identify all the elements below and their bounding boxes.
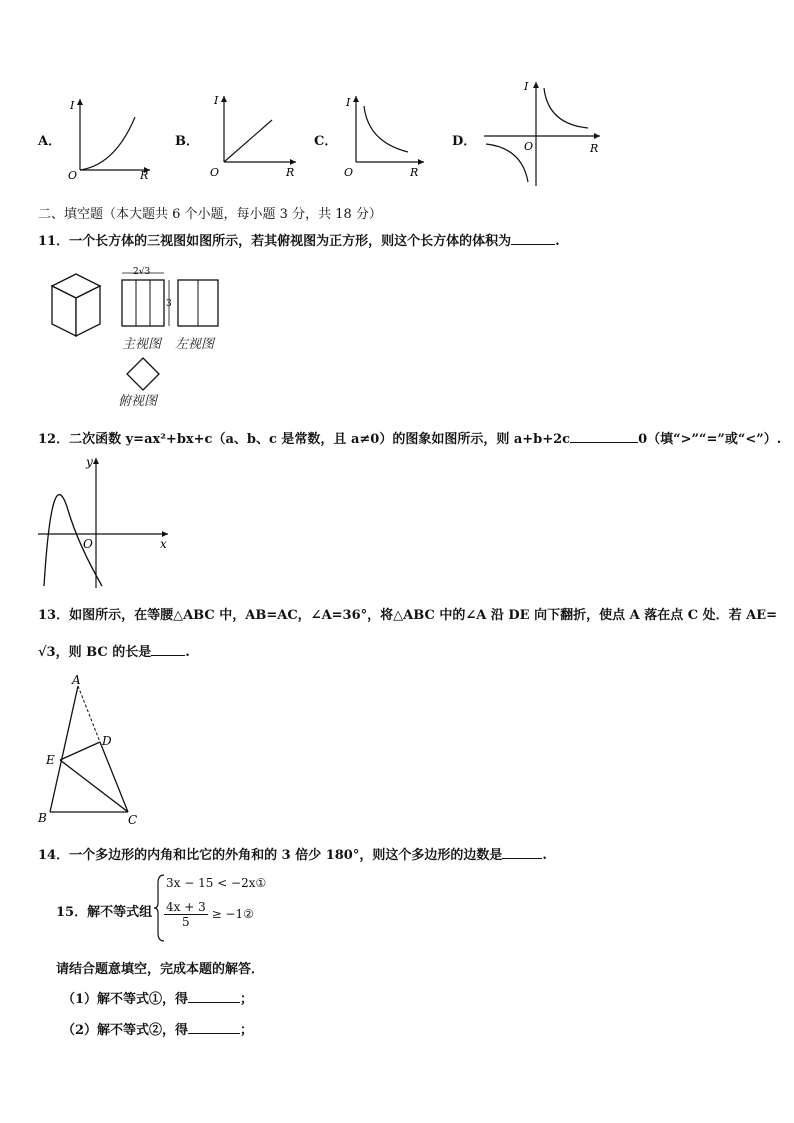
line	[224, 120, 272, 162]
graph-c	[338, 92, 428, 180]
dim-top-label: 2√3	[133, 267, 151, 277]
q12-question: 12．二次函数 y=ax²+bx+c（a、b、c 是常数，且 a≠0）的图象如图所示，则 a+b+2c	[38, 432, 571, 447]
y-axis-arrow	[77, 99, 83, 105]
axis-y-label: I	[524, 80, 529, 93]
q13-end: .	[185, 645, 190, 660]
q12-question-end: 0（填“>”“=”或“<”）.	[638, 432, 782, 447]
point-b-label: B	[38, 811, 47, 825]
dim-side-label: 3	[166, 299, 172, 309]
axis-y-label: I	[70, 99, 75, 112]
q15-label: 15．解不等式组	[56, 905, 153, 920]
side-ab	[50, 686, 78, 812]
three-views-figure	[118, 264, 228, 334]
y-axis-arrow	[221, 96, 227, 102]
inequality-1: 3x − 15 < −2x①	[166, 876, 267, 890]
q13-answer-blank[interactable]	[151, 655, 185, 656]
axis-y-label: I	[214, 94, 219, 107]
option-a-label: A．	[38, 134, 62, 149]
origin-label: O	[83, 537, 93, 551]
option-d-label: D．	[452, 134, 477, 149]
x-axis-arrow	[290, 159, 296, 165]
q13-line2	[38, 641, 190, 660]
parabola	[44, 495, 102, 586]
q15-step1	[62, 988, 253, 1007]
origin-label: O	[344, 166, 354, 179]
inequality-2-rest: ≥ −1②	[211, 907, 254, 921]
q12-answer-blank[interactable]	[570, 442, 638, 443]
q15-step2	[62, 1019, 253, 1038]
point-e-label: E	[46, 753, 55, 767]
point-d-label: D	[102, 734, 112, 748]
q11-end: .	[555, 234, 560, 249]
x-axis-arrow	[594, 133, 600, 139]
front-view	[122, 280, 164, 326]
origin-label: O	[68, 169, 78, 180]
y-axis-arrow	[533, 82, 539, 88]
caption-top-view: 俯视图	[118, 394, 158, 409]
side-ad-dashed	[78, 686, 100, 742]
point-c-label: C	[128, 813, 138, 827]
y-axis-arrow	[93, 458, 99, 464]
graph-b	[200, 92, 300, 180]
q13-sqrt3: √3	[38, 645, 56, 660]
curve-branch-1	[544, 88, 588, 128]
x-axis-arrow	[418, 159, 424, 165]
caption-left-view: 左视图	[175, 337, 215, 352]
curve	[80, 117, 135, 170]
cuboid-figure	[48, 268, 106, 340]
axis-x-label: R	[140, 169, 149, 180]
q11-question: 11．一个长方体的三视图如图所示，若其俯视图为正方形，则这个长方体的体积为	[38, 234, 512, 249]
step1-semicolon: ；	[240, 992, 254, 1007]
q14-answer-blank[interactable]	[502, 858, 542, 859]
top-view-square	[127, 358, 159, 390]
axis-x-label: R	[286, 166, 295, 179]
step1-text: （1）解不等式①，得	[62, 992, 189, 1007]
graph-d	[480, 76, 605, 188]
q13-question: ，则 BC 的长是	[55, 645, 152, 660]
axis-x-label: R	[410, 166, 419, 179]
y-axis-arrow	[353, 96, 359, 102]
q14-end: .	[542, 848, 547, 863]
fraction-numerator: 4x + 3	[166, 900, 206, 914]
axis-y-label: y	[86, 455, 93, 469]
step2-semicolon: ；	[240, 1023, 254, 1038]
curve	[364, 106, 408, 152]
q11-text	[38, 230, 560, 249]
q11-answer-blank[interactable]	[511, 244, 555, 245]
axis-x-label: R	[590, 142, 599, 155]
q14-question: 14．一个多边形的内角和比它的外角和的 3 倍少 180°，则这个多边形的边数是	[38, 848, 503, 863]
q12-text	[38, 428, 781, 447]
option-c-label: C．	[314, 134, 338, 149]
q15-instruction: 请结合题意填空，完成本题的解答．	[56, 962, 265, 977]
inequality-2-fraction	[164, 900, 208, 929]
top-view	[124, 356, 162, 392]
option-b-label: B．	[175, 134, 199, 149]
segment-ed	[60, 742, 100, 760]
origin-label: O	[210, 166, 220, 179]
origin-label: O	[524, 140, 534, 153]
q13-line1: 13．如图所示，在等腰△ABC 中，AB=AC，∠A=36°，将△ABC 中的∠A 沿 DE 向下翻折，使点 A 落在点 C 处．若 AE=	[38, 608, 778, 623]
caption-front-view: 主视图	[122, 337, 162, 352]
step2-answer-blank[interactable]	[188, 1033, 240, 1034]
step2-text: （2）解不等式②，得	[62, 1023, 189, 1038]
axis-y-label: I	[346, 96, 351, 109]
parabola-figure	[36, 452, 176, 590]
graph-a	[60, 95, 155, 180]
section-heading: 二、填空题（本大题共 6 个小题，每小题 3 分，共 18 分）	[38, 207, 382, 222]
triangle-figure	[34, 672, 146, 828]
point-a-label: A	[72, 673, 81, 687]
inequality-2	[164, 900, 254, 929]
brace-path	[154, 875, 164, 941]
step1-answer-blank[interactable]	[188, 1002, 240, 1003]
axis-x-label: x	[160, 537, 167, 551]
fraction-denominator: 5	[182, 915, 190, 929]
curve-branch-2	[486, 144, 528, 182]
q14-text	[38, 844, 547, 863]
